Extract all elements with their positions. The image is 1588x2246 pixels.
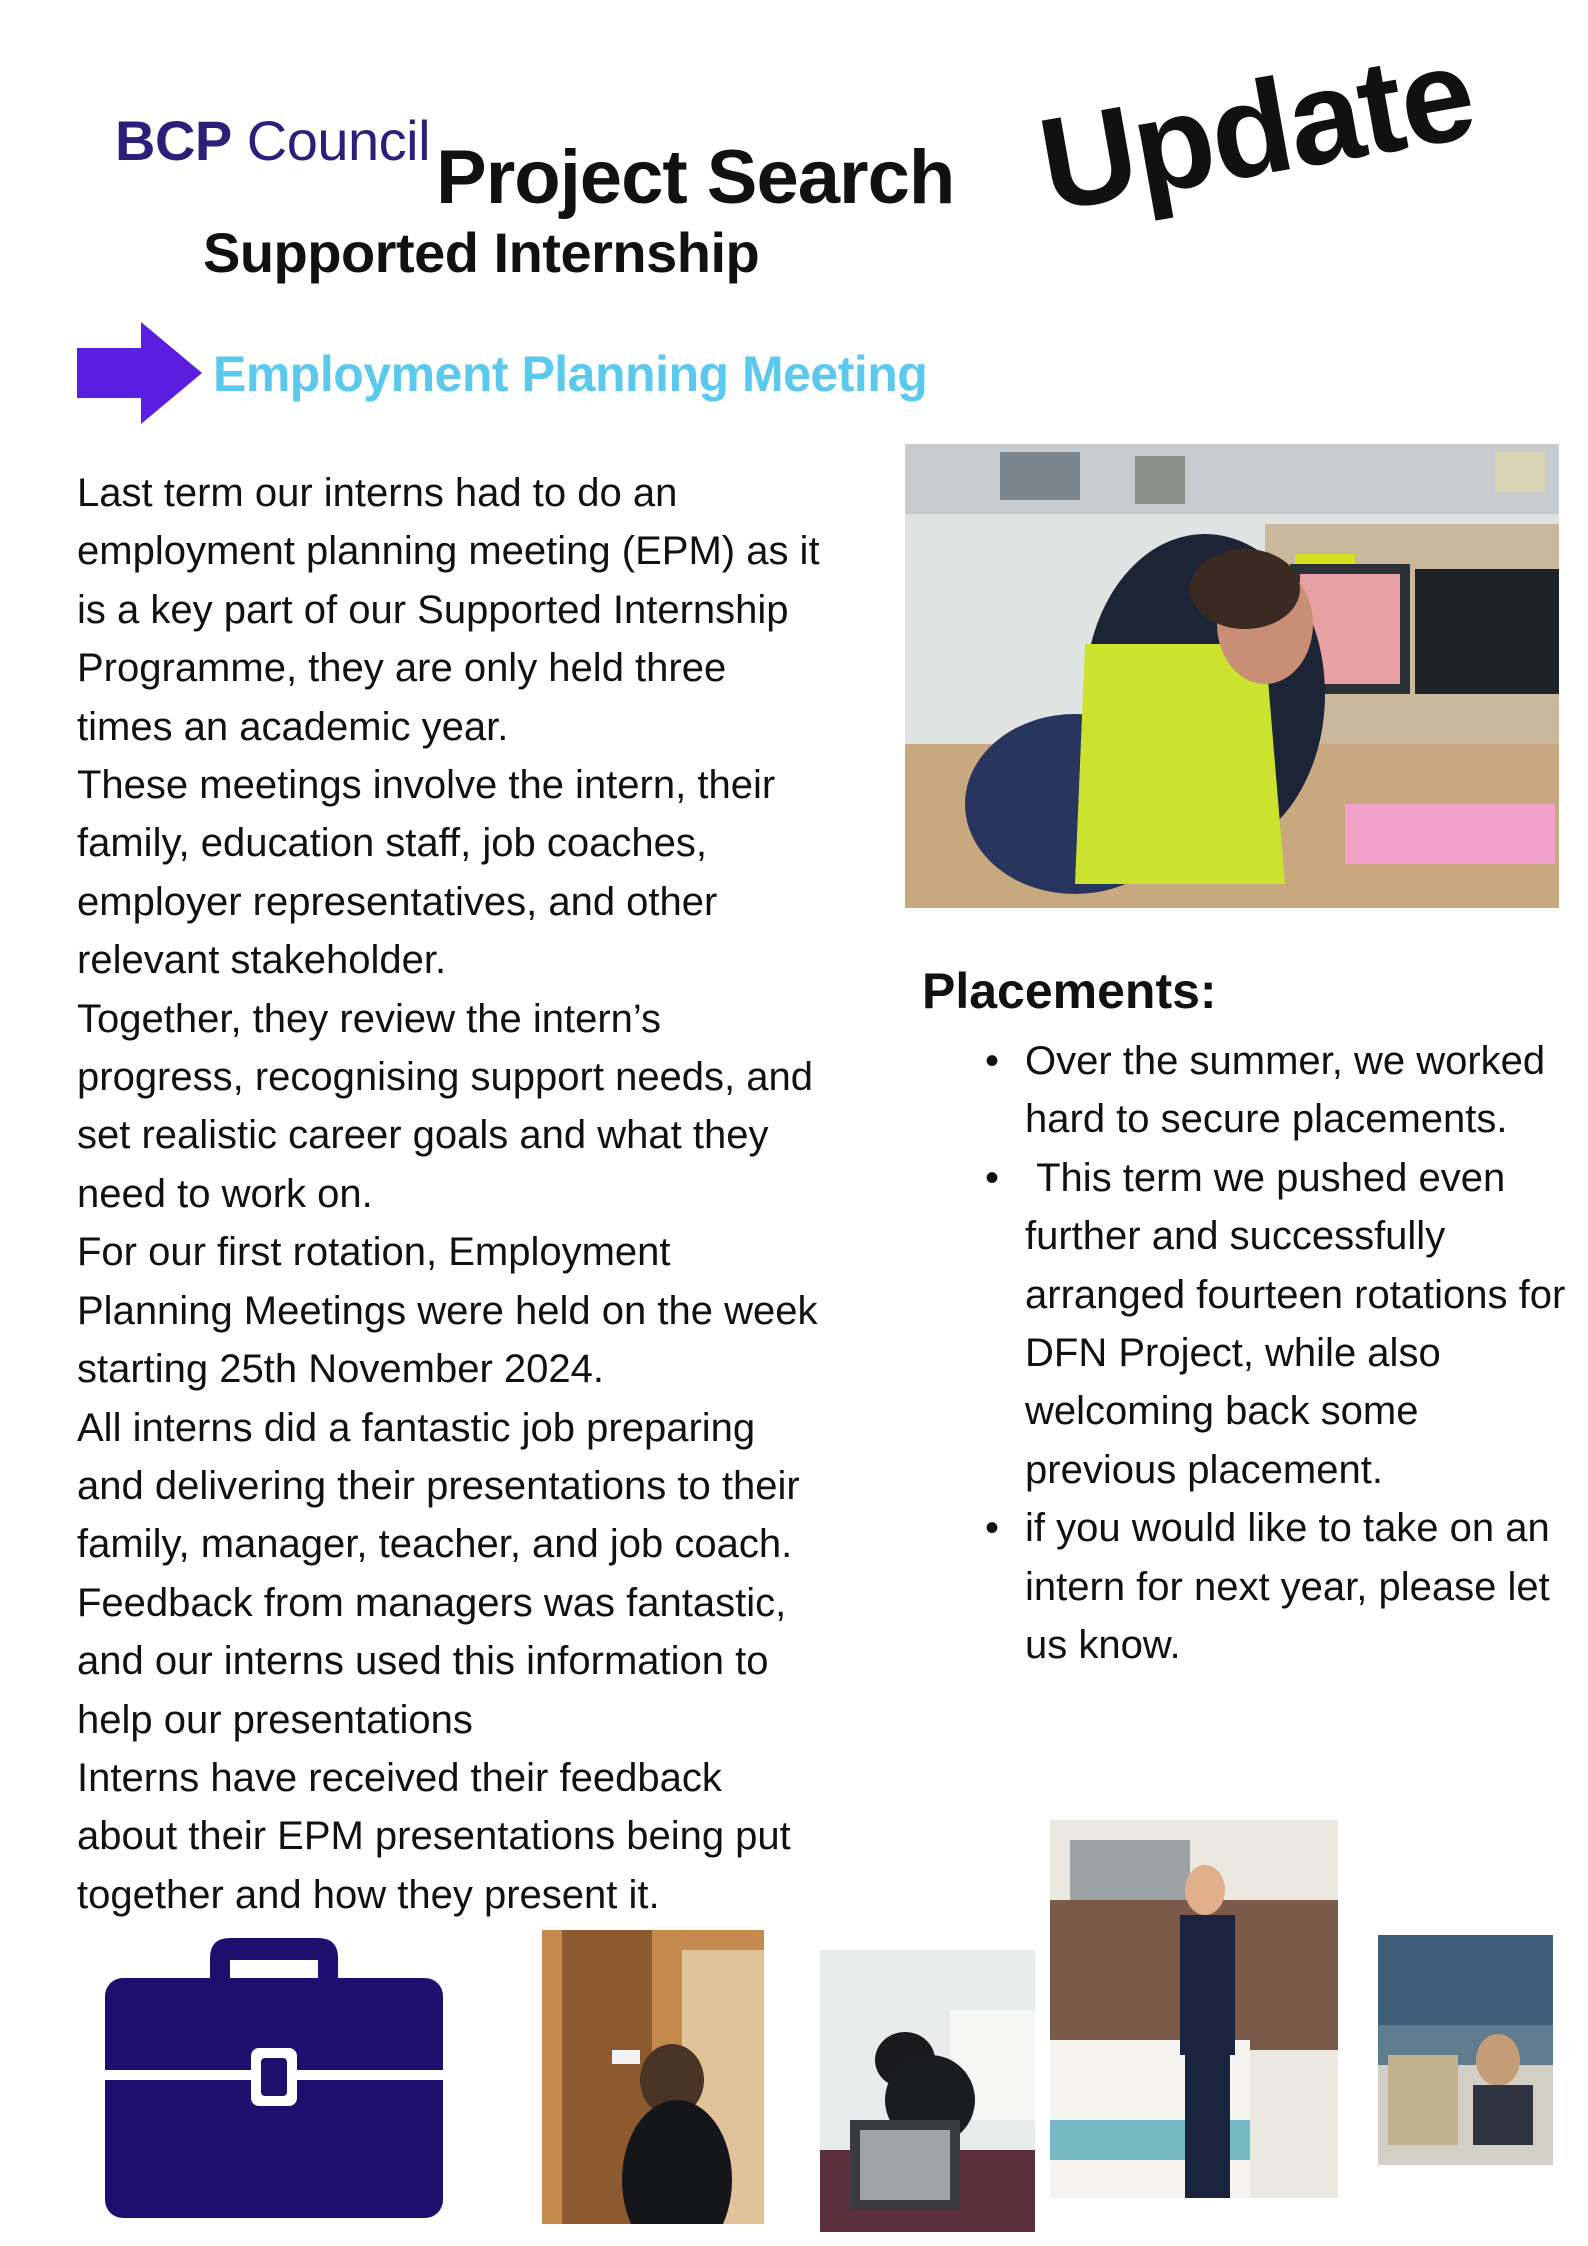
section-heading: Employment Planning Meeting bbox=[213, 346, 928, 402]
briefcase-icon bbox=[105, 1928, 443, 2218]
body-line: starting 25th November 2024. bbox=[77, 1347, 604, 1392]
body-line: and our interns used this information to bbox=[77, 1639, 769, 1684]
list-item-text: This term we pushed even further and successfully arranged fourteen rotations for DFN Project, while also welcoming back some previous placement. bbox=[1025, 1155, 1577, 1492]
body-line: Planning Meetings were held on the week bbox=[77, 1288, 818, 1333]
intern-hotel-room-photo bbox=[1050, 1820, 1338, 2198]
body-line: family, education staff, job coaches, bbox=[77, 821, 707, 866]
list-item-text: Over the summer, we worked hard to secure placements. bbox=[1025, 1039, 1546, 1142]
arrow-right-icon bbox=[77, 322, 202, 424]
body-line: times an academic year. bbox=[77, 704, 509, 749]
body-line: together and how they present it. bbox=[77, 1872, 660, 1917]
bcp-council-logo: BCP Council bbox=[115, 109, 431, 172]
body-line: Together, they review the intern’s bbox=[77, 996, 662, 1041]
body-line: employment planning meeting (EPM) as it bbox=[77, 529, 820, 574]
body-line: Interns have received their feedback bbox=[77, 1755, 722, 1800]
update-label: Update bbox=[1029, 18, 1484, 240]
body-line: All interns did a fantastic job preparing bbox=[77, 1405, 756, 1450]
body-line: need to work on. bbox=[77, 1171, 373, 1216]
body-line: about their EPM presentations being put bbox=[77, 1814, 791, 1859]
body-line: and delivering their presentations to their bbox=[77, 1463, 800, 1508]
body-line: These meetings involve the intern, their bbox=[77, 763, 776, 808]
intern-dishwasher-photo bbox=[820, 1950, 1035, 2232]
body-line: Feedback from managers was fantastic, bbox=[77, 1580, 787, 1625]
body-line: Programme, they are only held three bbox=[77, 646, 727, 691]
intern-at-desk-photo bbox=[905, 444, 1559, 908]
body-line: progress, recognising support needs, and bbox=[77, 1055, 814, 1100]
body-line: family, manager, teacher, and job coach. bbox=[77, 1522, 793, 1567]
list-item bbox=[985, 1499, 1575, 1674]
epm-body-text bbox=[77, 464, 897, 1924]
list-item bbox=[985, 1032, 1575, 1149]
intern-reception-photo bbox=[1378, 1935, 1553, 2165]
body-line: Last term our interns had to do an bbox=[77, 471, 678, 515]
body-line: relevant stakeholder. bbox=[77, 938, 447, 983]
body-line: employer representatives, and other bbox=[77, 879, 718, 924]
list-item bbox=[985, 1149, 1575, 1499]
intern-doorway-photo bbox=[542, 1930, 764, 2224]
page-title: Project Search bbox=[436, 135, 955, 220]
body-line: set realistic career goals and what they bbox=[77, 1113, 769, 1158]
body-line: is a key part of our Supported Internship bbox=[77, 587, 789, 632]
body-line: For our first rotation, Employment bbox=[77, 1230, 671, 1275]
placements-list bbox=[985, 1032, 1575, 1674]
body-line: help our presentations bbox=[77, 1697, 473, 1742]
page-subtitle: Supported Internship bbox=[203, 221, 760, 284]
list-item-text: if you would like to take on an intern for next year, please let us know. bbox=[1025, 1506, 1550, 1668]
placements-title: Placements: bbox=[922, 963, 1217, 1019]
